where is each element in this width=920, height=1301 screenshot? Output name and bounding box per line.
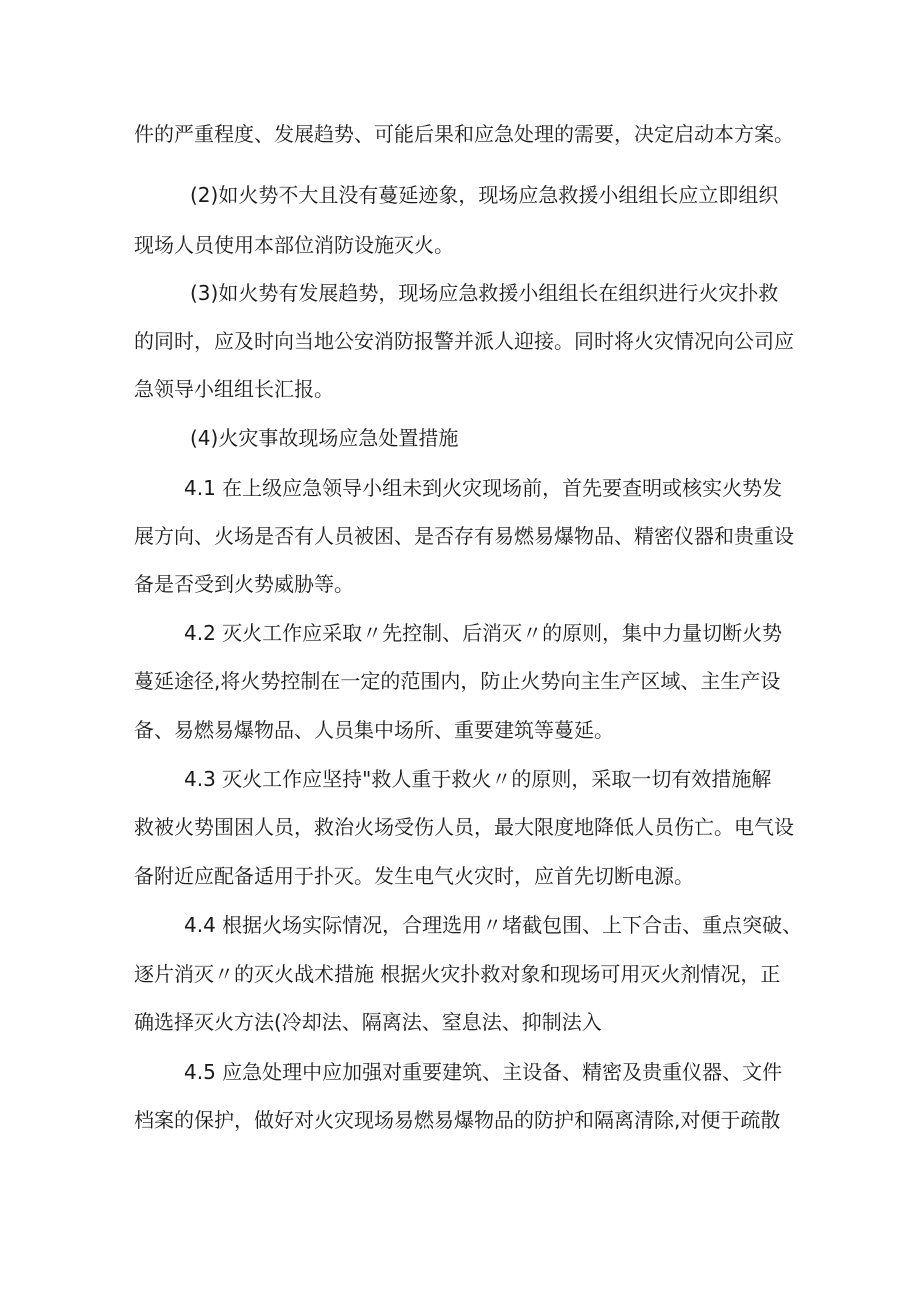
text-line: 展方向、火场是否有人员被困、是否存有易燃易爆物品、精密仪器和贵重设 xyxy=(134,524,794,548)
text-line: 的同时，应及时向当地公安消防报警并派人迎接。同时将火灾情况向公司应 xyxy=(134,329,794,353)
text-line: 备附近应配备适用于扑灭。发生电气火灾时，应首先切断电源。 xyxy=(134,864,694,888)
text-line: 急领导小组组长汇报。 xyxy=(134,377,334,401)
text-line: 备是否受到火势威胁等。 xyxy=(134,572,354,596)
text-line: 蔓延途径,将火势控制在一定的范围内，防止火势向主生产区域、主生产设 xyxy=(134,669,781,693)
text-line: 救被火势围困人员，救治火场受伤人员，最大限度地降低人员伤亡。电气设 xyxy=(134,815,794,839)
text-line: 4.5 应急处理中应加强对重要建筑、主设备、精密及贵重仪器、文件 xyxy=(184,1060,783,1084)
text-line: (4)火灾事故现场应急处置措施 xyxy=(190,426,459,450)
text-line: 备、易燃易爆物品、人员集中场所、重要建筑等蔓延。 xyxy=(134,718,614,742)
text-line: 4.3 灭火工作应坚持"救人重于救火〃的原则，采取一切有效措施解 xyxy=(184,767,772,791)
text-line: 4.4 根据火场实际情况，合理选用〃堵截包围、上下合击、重点突破、 xyxy=(184,913,803,937)
text-line: (2)如火势不大且没有蔓延迹象，现场应急救援小组组长应立即组织 xyxy=(190,183,779,207)
text-line: 现场人员使用本部位消防设施灭火。 xyxy=(134,233,454,257)
text-line: (3)如火势有发展趋势，现场应急救援小组组长在组织进行火灾扑救 xyxy=(190,281,779,305)
text-line: 件的严重程度、发展趋势、可能后果和应急处理的需要，决定启动本方案。 xyxy=(134,122,794,146)
text-line: 逐片消灭〃的灭火战术措施 根据火灾扑救对象和现场可用灭火剂情况，正 xyxy=(134,962,781,986)
text-line: 档案的保护，做好对火灾现场易燃易爆物品的防护和隔离清除,对便于疏散 xyxy=(134,1108,781,1132)
text-line: 4.2 灭火工作应采取〃先控制、后消灭〃的原则，集中力量切断火势 xyxy=(184,621,783,645)
text-line: 4.1 在上级应急领导小组未到火灾现场前，首先要查明或核实火势发 xyxy=(184,476,783,500)
text-line: 确选择灭火方法(冷却法、隔离法、窒息法、抑制法入 xyxy=(134,1010,602,1034)
